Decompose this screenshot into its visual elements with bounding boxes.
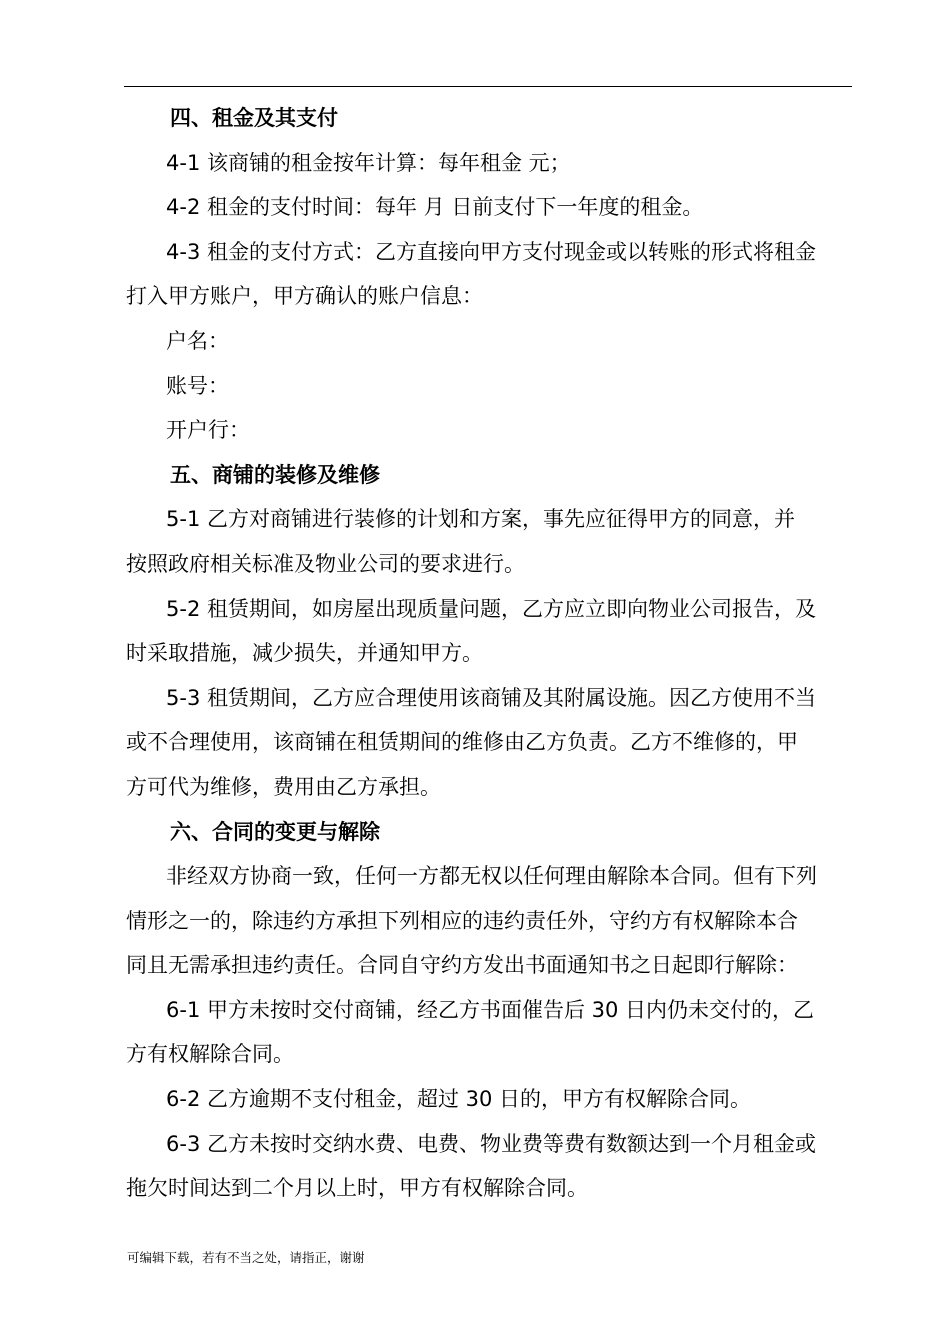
section-4-heading: 四、租金及其支付	[170, 106, 338, 130]
clause-4-3-cont: 打入甲方账户，甲方确认的账户信息：	[126, 284, 483, 309]
bank-label: 开户行：	[166, 418, 250, 443]
clause-5-3: 5-3 租赁期间，乙方应合理使用该商铺及其附属设施。因乙方使用不当	[166, 685, 816, 710]
clause-4-3: 4-3 租金的支付方式：乙方直接向甲方支付现金或以转账的形式将租金	[166, 239, 816, 264]
section-6-heading: 六、合同的变更与解除	[170, 819, 380, 844]
footer-note: 可编辑下载，若有不当之处，请指正，谢谢	[127, 1250, 365, 1265]
clause-4-1: 4-1 该商铺的租金按年计算：每年租金 元；	[166, 150, 571, 175]
clause-6-3-cont: 拖欠时间达到二个月以上时，甲方有权解除合同。	[126, 1176, 588, 1201]
clause-6-1-cont: 方有权解除合同。	[126, 1042, 294, 1067]
clause-5-2-cont: 时采取措施，减少损失，并通知甲方。	[126, 641, 483, 666]
account-name-label: 户名：	[166, 328, 229, 353]
header-rule	[124, 86, 852, 87]
clause-6-3: 6-3 乙方未按时交纳水费、电费、物业费等费有数额达到一个月租金或	[166, 1131, 816, 1156]
section-6-intro-cont-1: 情形之一的，除违约方承担下列相应的违约责任外，守约方有权解除本合	[126, 908, 798, 933]
section-6-intro: 非经双方协商一致，任何一方都无权以任何理由解除本合同。但有下列	[166, 864, 817, 889]
clause-5-3-cont-2: 方可代为维修，费用由乙方承担。	[126, 774, 441, 799]
document-body	[126, 96, 850, 1211]
clause-5-1-cont: 按照政府相关标准及物业公司的要求进行。	[126, 551, 525, 576]
clause-5-1: 5-1 乙方对商铺进行装修的计划和方案，事先应征得甲方的同意，并	[166, 507, 795, 532]
clause-6-2: 6-2 乙方逾期不支付租金，超过 30 日的，甲方有权解除合同。	[166, 1087, 752, 1112]
clause-5-2: 5-2 租赁期间，如房屋出现质量问题，乙方应立即向物业公司报告，及	[166, 596, 816, 621]
clause-4-2: 4-2 租金的支付时间：每年 月 日前支付下一年度的租金。	[166, 195, 704, 220]
clause-5-3-cont-1: 或不合理使用，该商铺在租赁期间的维修由乙方负责。乙方不维修的，甲	[126, 730, 798, 755]
account-number-label: 账号：	[166, 373, 229, 398]
section-5-heading: 五、商铺的装修及维修	[170, 462, 380, 487]
section-6-intro-cont-2: 同且无需承担违约责任。合同自守约方发出书面通知书之日起即行解除：	[126, 953, 798, 978]
clause-6-1: 6-1 甲方未按时交付商铺，经乙方书面催告后 30 日内仍未交付的，乙	[166, 997, 815, 1022]
